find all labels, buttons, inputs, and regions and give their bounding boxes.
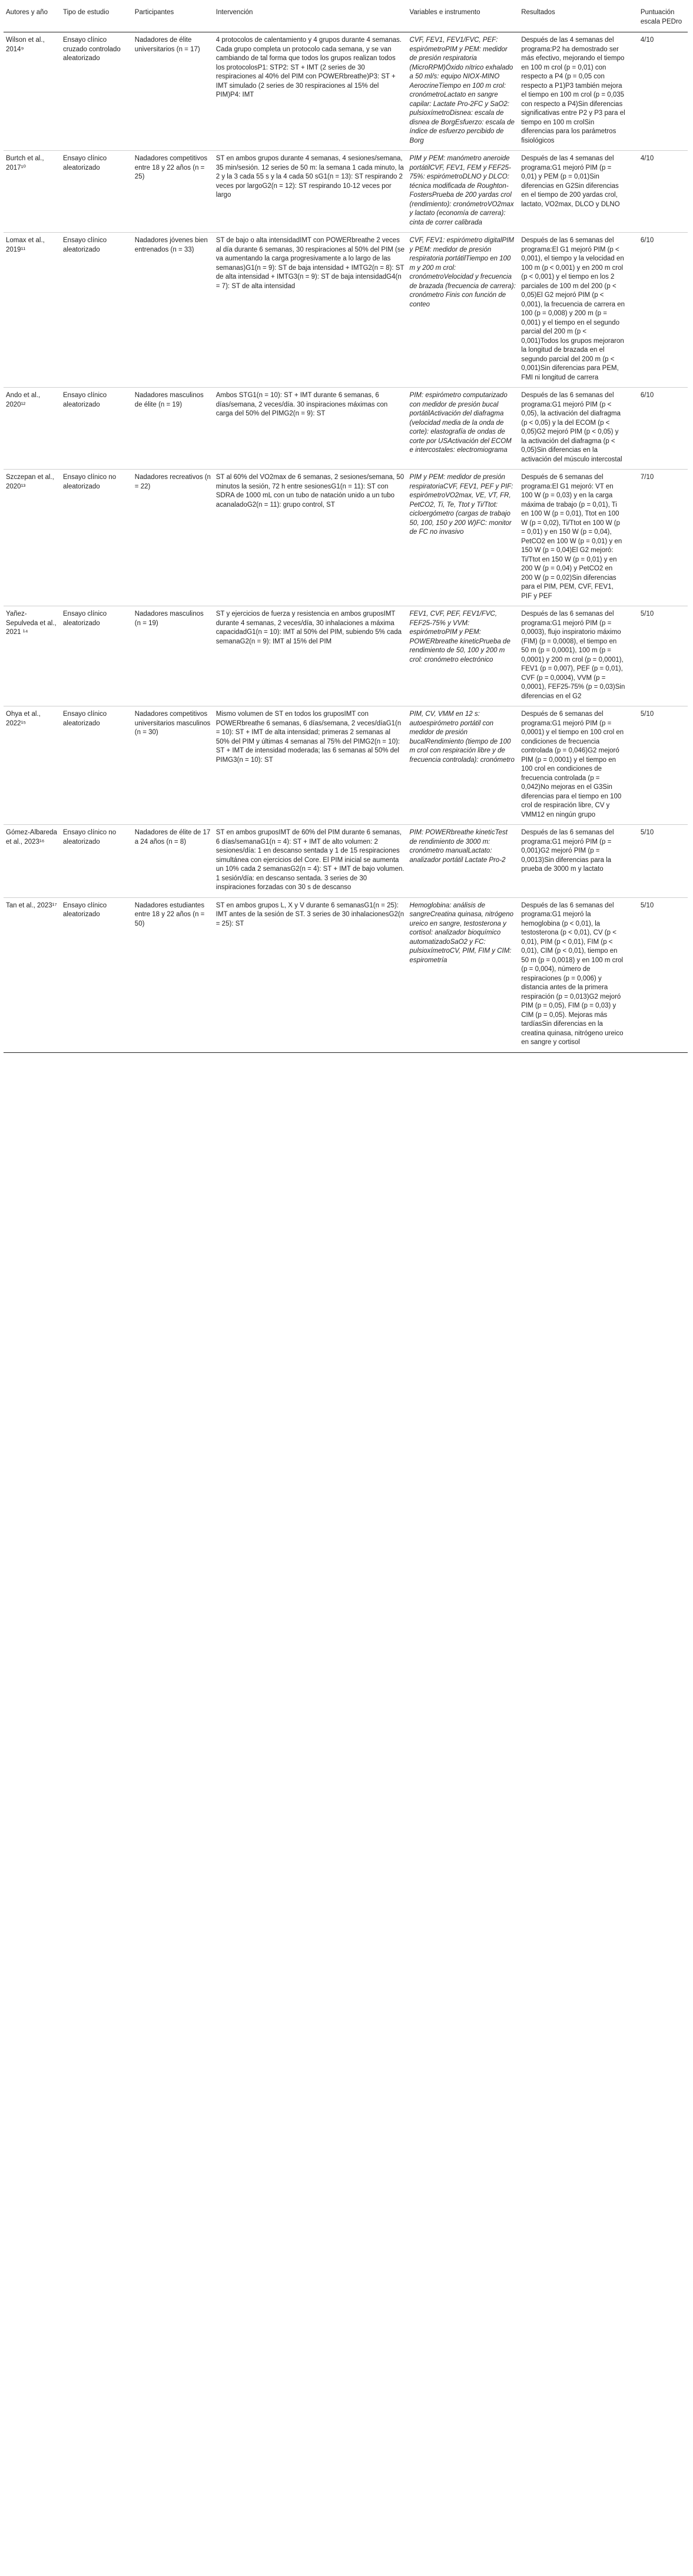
cell-pedro: 5/10 <box>640 901 654 909</box>
cell-participants: Nadadores recreativos (n = 22) <box>134 474 211 490</box>
cell-participants: Nadadores competitivos universitarios masculinos (n = 30) <box>134 711 211 736</box>
cell-authors: Ohya et al., 2022¹⁵ <box>6 711 41 727</box>
cell-intervention: ST de bajo o alta intensidadIMT con POWERbreathe 2 veces al día durante 6 semanas, 30 respiraciones al 50% del PIM (se va aumentando la carga progresivamente a lo largo de las semanas)G1(n = 9): ST de baja intensidad + IMTG2(n = 8): ST de alta intensidad + IMTG3(n = 9): ST de baja intensidadG4(n = 7): ST de alta intensidad <box>215 237 405 290</box>
cell-intervention: ST al 60% del VO2max de 6 semanas, 2 sesiones/semana, 50 minutos la sesión, 72 h entre sesionesG1(n = 11): ST con SDRA de 1000 mL con un tubo de natación unido a un tubo acanaladoG2(n = 11): grupo control, ST <box>215 474 404 508</box>
table-row <box>4 606 688 706</box>
cell-pedro: 6/10 <box>640 392 654 399</box>
cell-variables: PIM: POWERbreathe kineticTest de rendimiento de 3000 m: cronómetro manualLactato: analizador portátil Lactate Pro-2 <box>409 829 508 864</box>
cell-results: Después de las 6 semanas del programa:El G1 mejoró PIM (p < 0,001), el tiempo y la velocidad en 100 m (p < 0,001) y en 200 m crol (p < 0,001) y el tiempo en los 2 parciales de 100 m del 200 (p < 0,05)El G2 mejoró PIM (p < 0,001), la frecuencia de carrera en 100 (p = 0,008) y 200 m (p = 0,001) y el tiempo en el segundo parcial del 200 m (p < 0,001)Todos los grupos mejoraron la longitud de brazada en el segundo parcial del 200 m (p < 0,001)Sin diferencias para PEM, FMI ni longitud de carrera <box>521 237 625 381</box>
cell-results: Después de 6 semanas del programa:G1 mejoró PIM (p = 0,0001) y el tiempo en 100 crol en condiciones de frecuencia controlada (p = 0,046)G2 mejoró PIM (p = 0,0001) y el tiempo en 100 crol en condiciones de frecuencia controlada (p = 0,042)No mejoras en el G3Sin diferencias para el tiempo en 100 crol de respiración libre, CV y VMM12 en ningún grupo <box>521 711 624 818</box>
cell-study-type: Ensayo clínico aleatorizado <box>63 901 107 918</box>
header-authors: Autores y año <box>4 5 61 32</box>
cell-study-type: Ensayo clínico aleatorizado <box>63 155 107 171</box>
cell-intervention: Mismo volumen de ST en todos los gruposIMT con POWERbreathe 6 semanas, 6 días/semana, 2 veces/díaG1(n = 10): ST + IMT de alta intensidad; primeras 2 semanas al 50% del PIM y últimas 4 semanas al 75% del PIMG2(n = 10): ST + IMT de intensidad moderada; las 6 semanas al 50% del PIMG3(n = 10): ST <box>215 711 402 764</box>
cell-authors: Wilson et al., 2014⁹ <box>6 37 45 53</box>
table-row <box>4 388 688 470</box>
cell-pedro: 5/10 <box>640 610 654 617</box>
cell-pedro: 5/10 <box>640 829 654 836</box>
cell-variables: PIM y PEM: medidor de presión respiratoriaCVF, FEV1, PEF y PIF: espirómetroVO2max, VE, VT, FR, PetCO2, Ti, Te, Ttot y Ti/Ttot: cicloergómetro (cargas de trabajo 50, 100, 150 y 200 W)FC: monitor de FC no invasivo <box>409 474 513 536</box>
cell-study-type: Ensayo clínico no aleatorizado <box>63 474 117 490</box>
cell-pedro: 7/10 <box>640 474 654 481</box>
cell-study-type: Ensayo clínico no aleatorizado <box>63 829 117 846</box>
cell-authors: Yañez-Sepulveda et al., 2021 ¹⁴ <box>6 610 57 636</box>
cell-variables: CVF, FEV1, FEV1/FVC, PEF: espirómetroPIM y PEM: medidor de presión respiratoria (MicroRPM)Óxido nítrico exhalado a 50 ml/s: equipo NIOX-MINO AerocrineTiempo en 100 m crol: cronómetroLactato en sangre capilar: Lactate Pro-2FC y SaO2: pulsioxímetroDisnea: escala de disnea de BorgEsfuerzo: escala de índice de esfuerzo percibido de Borg <box>409 37 515 144</box>
cell-variables: PIM y PEM: manómetro aneroide portátilCVF, FEV1, FEM y FEF25-75%: espirómetroDLNO y DLCO: técnica modificada de Roughton-FostersPrueba de 200 yardas crol (rendimiento): cronómetroVO2max y lactato (economía de carrera): cinta de correr calibrada <box>409 155 514 226</box>
cell-results: Después de 6 semanas del programa:El G1 mejoró: VT en 100 W (p = 0,03) y en la carga máxima de trabajo (p = 0,01), Ti en 100 W (p = 0,01), Ttot en 100 W (p = 0,02), Ti/Ttot en 100 W (p = 0,01) y en 150 W (p = 0,04), PetCO2 en 100 W (p = 0,01) y en 150 W (p = 0,04)El G2 mejoró: Ti/Ttot en 150 W (p = 0,01) y en 200 W (p = 0,04) y PetCO2 en 200 W (p = 0,02)Sin diferencias para el PIM, PEM, CVF, FEV1, PIF y PEF <box>521 474 622 600</box>
cell-participants: Nadadores de élite de 17 a 24 años (n = 8) <box>134 829 211 846</box>
cell-participants: Nadadores masculinos de élite (n = 19) <box>134 392 204 408</box>
cell-variables: CVF, FEV1: espirómetro digitalPIM y PEM: medidor de presión respiratoria portátilTiempo en 100 m y 200 m crol: cronómetroVelocidad y frecuencia de brazada (frecuencia de carrera): cronómetro Finis con función de conteo <box>409 237 516 308</box>
cell-intervention: Ambos STG1(n = 10): ST + IMT durante 6 semanas, 6 días/semana, 2 veces/día. 30 inspiraciones máximas con carga del 50% del PIMG2(n = 9): ST <box>215 392 388 417</box>
table-row <box>4 897 688 1052</box>
cell-authors: Lomax et al., 2019¹¹ <box>6 237 45 253</box>
cell-intervention: ST en ambos grupos L, X y V durante 6 semanasG1(n = 25): IMT antes de la sesión de ST. 3 series de 30 inhalacionesG2(n = 25): ST <box>215 901 404 927</box>
cell-results: Después de las 6 semanas del programa:G1 mejoró la hemoglobina (p < 0,01), la testosterona (p < 0,01), CV (p < 0,01), PIM (p < 0,01), FIM (p < 0,01), CIM (p < 0,01), tiempo en 50 m (p = 0,0018) y en 100 m crol (p = 0,004), número de respiraciones (p = 0,006) y distancia antes de la primera respiración (p = 0,013)G2 mejoró PIM (p = 0,05), FIM (p = 0,03) y CIM (p = 0,05). Mejoras más tardíasSin diferencias en la creatina quinasa, nitrógeno ureico en sangre y cortisol <box>521 901 624 1046</box>
cell-authors: Szczepan et al., 2020¹³ <box>6 474 54 490</box>
cell-study-type: Ensayo clínico cruzado controlado aleatorizado <box>63 37 121 62</box>
studies-table <box>4 5 688 1053</box>
table-row <box>4 825 688 898</box>
cell-pedro: 5/10 <box>640 711 654 718</box>
cell-study-type: Ensayo clínico aleatorizado <box>63 711 107 727</box>
cell-participants: Nadadores jóvenes bien entrenados (n = 33) <box>134 237 208 253</box>
cell-participants: Nadadores de élite universitarios (n = 17) <box>134 37 200 53</box>
cell-intervention: ST en ambos grupos durante 4 semanas, 4 sesiones/semana, 35 min/sesión. 12 series de 50 m: la semana 1 cada minuto, la 2 y la 3 cada 55 s y la 4 cada 50 sG1(n = 13): ST respirando 2 veces por largoG2(n = 12): ST respirando 10-12 veces por largo <box>215 155 404 199</box>
table-row <box>4 233 688 388</box>
cell-results: Después de las 6 semanas del programa:G1 mejoró PIM (p = 0,0003), flujo inspiratorio máximo (FIM) (p = 0,0008), el tiempo en 50 m (p = 0,0001), 100 m (p = 0,0001) y 200 m crol (p = 0,0001), FEV1 (p = 0,007), PEF (p = 0,01), CVF (p = 0,0004), VVM (p = 0,0001), FEF25-75% (p = 0,03)Sin diferencias en el G2 <box>521 610 625 700</box>
cell-intervention: ST en ambos gruposIMT de 60% del PIM durante 6 semanas, 6 días/semanaG1(n = 4): ST + IMT de alto volumen: 2 sesiones/día: 1 en descanso sentada y 1 de 15 respiraciones simultánea con ejercicios del Core. El PIM inicial se aumenta un 10% cada 2 semanasG2(n = 4): ST + IMT de bajo volumen. 1 sesión/día: en descanso sentada. 3 series de 30 inspiraciones forzadas con 30 s de descanso <box>215 829 404 891</box>
cell-variables: Hemoglobina: análisis de sangreCreatina quinasa, nitrógeno ureico en sangre, testosterona y cortisol: analizador bioquímico automatizadoSaO2 y FC: pulsioxímetroCV, PIM, FIM y CIM: espirometría <box>409 901 513 964</box>
cell-participants: Nadadores masculinos (n = 19) <box>134 610 204 627</box>
cell-authors: Gómez-Albareda et al., 2023¹⁶ <box>6 829 57 846</box>
cell-results: Después de las 4 semanas del programa:G1 mejoró PIM (p = 0,01) y PEM (p = 0,01)Sin diferencias en G2Sin diferencias en el tiempo de 200 yardas crol, lactato, VO2max, DLCO y DLNO <box>521 155 620 208</box>
table-row <box>4 470 688 606</box>
header-intervention: Intervención <box>214 5 407 32</box>
cell-variables: PIM: espirómetro computarizado con medidor de presión bucal portátilActivación del diafragma (velocidad media de la onda de corte): elastografía de ondas de corte por USActivación del ECOM e intercostales: electromiograma <box>409 392 512 454</box>
cell-authors: Tan et al., 2023¹⁷ <box>6 901 57 909</box>
header-pedro: Puntuación escala PEDro <box>638 5 688 32</box>
cell-results: Después de las 4 semanas del programa:P2 ha demostrado ser más efectivo, mejorando el tiempo en 100 m crol (p = 0,01) con respecto a P4 (p = 0,05 con respecto a P1)P3 también mejora el tiempo en 100 m crol (p = 0,035 con respecto a P4)Sin diferencias significativas entre P2 y P3 para el tiempo en 100 m crolSin diferencias para los parámetros fisiológicos <box>521 37 625 144</box>
header-study-type: Tipo de estudio <box>61 5 132 32</box>
cell-study-type: Ensayo clínico aleatorizado <box>63 237 107 253</box>
cell-participants: Nadadores estudiantes entre 18 y 22 años (n = 50) <box>134 901 205 927</box>
cell-pedro: 4/10 <box>640 155 654 162</box>
cell-participants: Nadadores competitivos entre 18 y 22 años (n = 25) <box>134 155 208 180</box>
cell-variables: FEV1, CVF, PEF, FEV1/FVC, FEF25-75% y VVM: espirómetroPIM y PEM: POWERbreathe kineticPrueba de rendimiento de 50, 100 y 200 m crol: cronómetro electrónico <box>409 610 510 663</box>
table-header-row <box>4 5 688 32</box>
cell-results: Después de las 6 semanas del programa:G1 mejoró PIM (p = 0,001)G2 mejoró PIM (p = 0,0013)Sin diferencias para la prueba de 3000 m y lactato <box>521 829 614 873</box>
header-variables: Variables e instrumento <box>407 5 519 32</box>
cell-pedro: 6/10 <box>640 237 654 244</box>
cell-intervention: 4 protocolos de calentamiento y 4 grupos durante 4 semanas. Cada grupo completa un protocolo cada semana, y se van cambiando de tal forma que todos los grupos realizan todos los protocolosP1: STP2: ST + IMT (2 series de 30 respiraciones al 40% del PIM con POWERbreathe)P3: ST + IMT simulado (2 series de 30 respiraciones al 15% del PIM)P4: IMT <box>215 37 402 98</box>
cell-intervention: ST y ejercicios de fuerza y resistencia en ambos gruposIMT durante 4 semanas, 2 veces/día, 30 inhalaciones a máxima capacidadG1(n = 10): IMT al 50% del PIM, subiendo 5% cada semanaG2(n = 9): IMT al 15% del PIM <box>215 610 402 645</box>
cell-study-type: Ensayo clínico aleatorizado <box>63 610 107 627</box>
cell-variables: PIM, CV, VMM en 12 s: autoespirómetro portátil con medidor de presión bucalRendimiento (tiempo de 100 m crol con respiración libre y de frecuencia controlada): cronómetro <box>409 711 515 764</box>
cell-authors: Burtch et al., 2017¹⁰ <box>6 155 44 171</box>
header-participants: Participantes <box>132 5 214 32</box>
header-results: Resultados <box>519 5 638 32</box>
cell-results: Después de las 6 semanas del programa:G1 mejoró PIM (p < 0,05), la activación del diafragma (p < 0,05) y la del ECOM (p < 0,05)G2 mejoró PIM (p < 0,05) y la activación del diafragma (p < 0,05)Sin diferencias en la activación del músculo intercostal <box>521 392 622 463</box>
cell-authors: Ando et al., 2020¹² <box>6 392 41 408</box>
table-row <box>4 32 688 151</box>
table-row <box>4 151 688 233</box>
cell-pedro: 4/10 <box>640 37 654 44</box>
cell-study-type: Ensayo clínico aleatorizado <box>63 392 107 408</box>
table-row <box>4 706 688 825</box>
